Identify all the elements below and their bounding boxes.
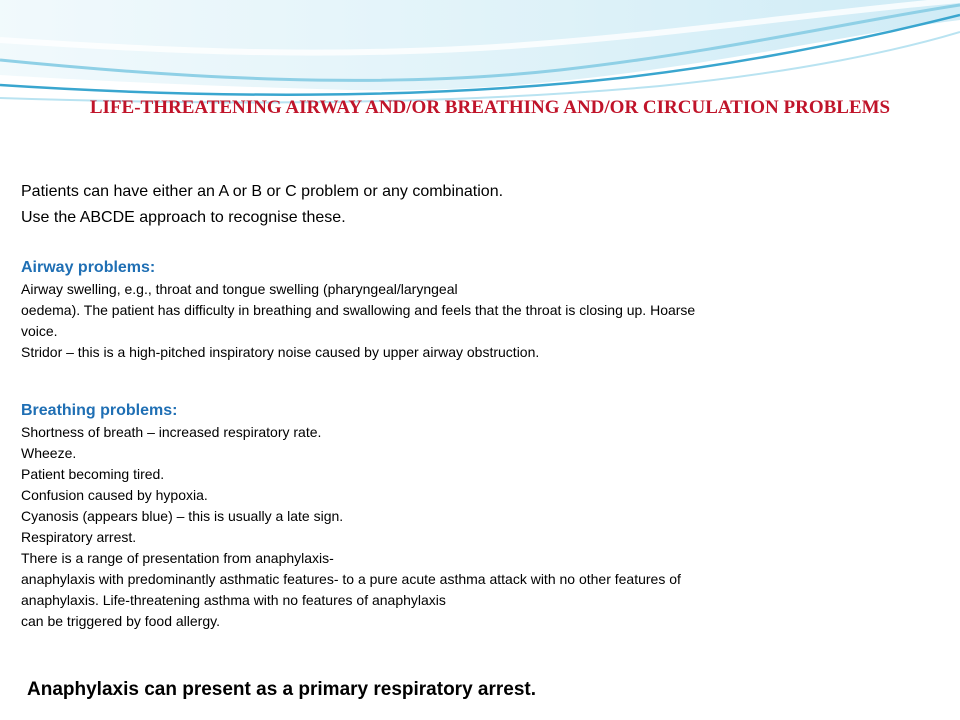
footer-statement: Anaphylaxis can present as a primary respiratory arrest.	[27, 679, 537, 700]
breathing-line: Shortness of breath – increased respiratory rate.	[21, 424, 322, 440]
airway-line: oedema). The patient has difficulty in breathing and swallowing and feels that the throat is closing up. Hoarse	[21, 302, 696, 318]
breathing-line: can be triggered by food allergy.	[21, 613, 220, 629]
breathing-section	[21, 400, 941, 632]
breathing-line: Confusion caused by hypoxia.	[21, 487, 208, 503]
breathing-line: Wheeze.	[21, 445, 77, 461]
breathing-line: anaphylaxis with predominantly asthmatic features- to a pure acute asthma attack with no other features of	[21, 571, 681, 587]
airway-heading: Airway problems:	[21, 259, 156, 276]
breathing-heading: Breathing problems:	[21, 402, 178, 419]
breathing-line: anaphylaxis. Life-threatening asthma with no features of anaphylaxis	[21, 592, 446, 608]
slide-title: LIFE-THREATENING AIRWAY AND/OR BREATHING AND/OR CIRCULATION PROBLEMS	[89, 97, 891, 118]
breathing-line: Cyanosis (appears blue) – this is usually a late sign.	[21, 508, 344, 524]
airway-line: Stridor – this is a high-pitched inspiratory noise caused by upper airway obstruction.	[21, 344, 540, 360]
intro-line: Use the ABCDE approach to recognise these.	[21, 209, 346, 226]
airway-line: voice.	[21, 323, 58, 339]
breathing-line: There is a range of presentation from anaphylaxis-	[21, 550, 334, 566]
intro-line: Patients can have either an A or B or C problem or any combination.	[21, 183, 504, 200]
airway-section	[21, 257, 941, 363]
airway-line: Airway swelling, e.g., throat and tongue swelling (pharyngeal/laryngeal	[21, 281, 458, 297]
breathing-line: Respiratory arrest.	[21, 529, 137, 545]
intro-text	[21, 179, 921, 231]
breathing-line: Patient becoming tired.	[21, 466, 165, 482]
